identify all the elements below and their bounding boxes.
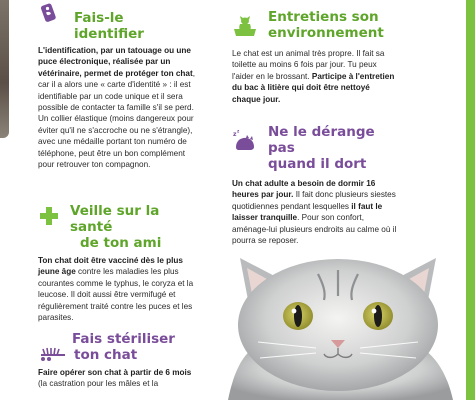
section-title-line-1: Veille sur la santé (70, 203, 160, 235)
section-do-not-disturb (232, 124, 398, 246)
bold-text: L'identification, par un tatouage ou une puce électronique, réalisée par un vétérinaire, permet de protéger ton chat (38, 46, 193, 78)
section-title-line-1: Ne le dérange pas (268, 124, 375, 156)
section-title-line-1: Entretiens son (268, 9, 379, 25)
sleeping-cat-icon (232, 128, 258, 154)
svg-text:z: z (233, 131, 237, 138)
section-sterilize (38, 331, 198, 390)
cat-photo (218, 250, 458, 400)
id-tag-icon (38, 2, 60, 24)
scissors-icon (38, 335, 68, 363)
svg-text:z: z (237, 128, 240, 134)
section-title-line-1: Fais stériliser (72, 331, 175, 347)
section-body (232, 178, 398, 246)
section-body (232, 48, 398, 105)
section-body (38, 367, 198, 390)
text: , car il a alors une « carte d'identité » : il est identifiable par un code unique et il sera possible de contacter ta famille s'il se perd. Un collier élastique (moins dangereux pour éviter qu'il ne s'accroche ou ne s'étrangle), avec une médaille portant ton numéro de téléphone, peut être un bon complément pour retrouver ton compagnon. (38, 68, 195, 170)
left-page-edge (0, 0, 9, 400)
section-title-line-2: ton chat (74, 347, 138, 363)
green-side-bar (466, 0, 475, 400)
text: . Pour son confort, aménage-lui plusieurs endroits au calme où il pourra se reposer. (232, 213, 397, 246)
section-health (38, 203, 198, 323)
bold-text: Participe à l'entretien du bac à litière qui doit être nettoyé chaque jour. (232, 71, 395, 104)
litter-box-icon (232, 13, 258, 39)
section-title-line-2: quand il dort (268, 156, 367, 172)
section-title: Fais-le identifier (74, 10, 144, 42)
bold-text: Faire opérer son chat à partir de 6 mois (38, 368, 192, 377)
bold-text: Un chat adulte a besoin de dormir 16 heures par jour. (232, 179, 376, 200)
text: contre les maladies les plus courantes comme le typhus, le coryza et la leucose. Il doit aussi être vermifugé et régulièrement traité contre les puces et les parasites. (38, 267, 194, 323)
cropped-photo (0, 0, 9, 138)
medical-cross-icon (38, 205, 60, 227)
section-environment (232, 9, 398, 105)
bold-text: il faut le laisser tranquille (232, 201, 383, 223)
section-title-line-2: environnement (268, 25, 384, 41)
section-body (38, 45, 198, 170)
section-identify (38, 4, 198, 170)
text: Il fait donc plusieurs siestes quotidiennes pendant lesquelles (232, 190, 396, 211)
text: Le chat est un animal très propre. Il fait sa toilette au moins 6 fois par jour. Tu peux l'aider en le brossant. (232, 49, 385, 81)
section-body (38, 255, 198, 323)
section-title-line-2: de ton ami (80, 235, 162, 251)
bold-text: Ton chat doit être vacciné dès le plus jeune âge (38, 256, 183, 277)
text: (la castration pour les mâles et la (38, 379, 159, 389)
